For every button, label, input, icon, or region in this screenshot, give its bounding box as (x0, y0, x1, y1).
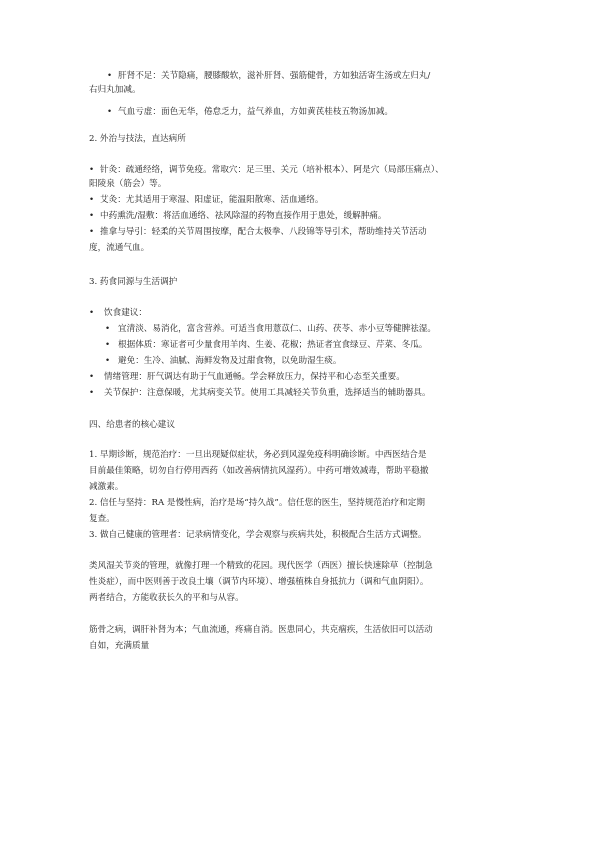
list-item-line: 目前最佳策略，切勿自行停用西药（如改善病情抗风湿药）。中药可增效减毒，帮助平稳撤 (89, 466, 429, 476)
list-item-line: 宜清淡、易消化，富含营养。可适当食用薏苡仁、山药、茯苓、赤小豆等健脾祛湿。 (118, 324, 436, 334)
list-item-line: 针灸：疏通经络，调节免疫。常取穴：足三里、关元（培补根本）、阿是穴（局部压痛点）、 (100, 165, 444, 175)
bullet: • (89, 227, 95, 237)
list-item-line: 度，流通气血。 (89, 243, 150, 253)
list-item-line: 中药熏洗/湿敷：将活血通络、祛风除湿的药物直接作用于患处，缓解肿痛。 (100, 211, 387, 221)
list-item-line: 右归丸加减。 (89, 85, 141, 95)
bullet: • (89, 195, 95, 205)
section-heading: 3. 药食同源与生活调护 (89, 277, 178, 287)
bullet: • (105, 324, 111, 334)
list-item-line: 2. 信任与坚持：RA 是慢性病，治疗是场“持久战”。信任您的医生，坚持规范治疗和定期 (89, 498, 425, 508)
list-item-line: 阳陵泉（筋会）等。 (89, 179, 167, 189)
bullet: • (107, 107, 113, 117)
closing-line: 筋骨之病，调肝补肾为本；气血流通，疼痛自消。医患同心，共克痼疾，生活依旧可以活动 (89, 625, 433, 635)
bullet: • (89, 372, 95, 382)
closing-line: 自如，充满质量 (89, 641, 150, 651)
list-item-line: 情绪管理：肝气调达有助于气血通畅。学会释放压力，保持平和心态至关重要。 (104, 372, 405, 382)
list-item-line: 根据体质：寒证者可少量食用羊肉、生姜、花椒；热证者宜食绿豆、芹菜、冬瓜。 (118, 340, 428, 350)
bullet: • (89, 165, 95, 175)
bullet: • (89, 308, 95, 318)
summary-line: 类风湿关节炎的管理，就像打理一个精致的花园。现代医学（西医）擅长快速除草（控制急 (89, 561, 433, 571)
list-item-line: 推拿与导引：轻柔的关节周围按摩，配合太极拳、八段锦等导引术，帮助维持关节活动 (100, 227, 427, 237)
list-item-line: 气血亏虚：面色无华，倦怠乏力，益气养血，方如黄芪桂枝五物汤加减。 (118, 107, 394, 117)
section-heading: 四、给患者的核心建议 (89, 420, 175, 430)
bullet: • (89, 388, 95, 398)
summary-line: 两者结合，方能收获长久的平和与从容。 (89, 593, 244, 603)
list-item-line: 避免：生冷、油腻、海鲜发物及过甜食物，以免助湿生痰。 (118, 356, 342, 366)
bullet: • (89, 211, 95, 221)
list-item-line: 肝肾不足：关节隐痛，腰膝酸软，滋补肝肾、强筋健骨，方如独活寄生汤或左归丸/ (118, 71, 431, 81)
list-item-line: 艾灸：尤其适用于寒湿、阳虚证，能温阳散寒、活血通络。 (100, 195, 324, 205)
bullet: • (107, 71, 113, 81)
list-item-line: 减激素。 (89, 482, 124, 492)
bullet: • (105, 356, 111, 366)
list-item-line: 饮食建议： (104, 308, 147, 318)
list-item-line: 关节保护：注意保暖，尤其病变关节。使用工具减轻关节负重，选择适当的辅助器具。 (104, 388, 431, 398)
bullet: • (105, 340, 111, 350)
list-item-line: 1. 早期诊断，规范治疗：一旦出现疑似症状，务必到风湿免疫科明确诊断。中西医结合是 (89, 450, 427, 460)
list-item-line: 3. 做自己健康的管理者：记录病情变化，学会观察与疾病共处，积极配合生活方式调整。 (89, 530, 427, 540)
list-item-line: 复查。 (89, 514, 115, 524)
summary-line: 性炎症），而中医则善于改良土壤（调节内环境）、增强植株自身抵抗力（调和气血阴阳）。 (89, 577, 429, 587)
section-heading: 2. 外治与技法，直达病所 (89, 134, 186, 144)
